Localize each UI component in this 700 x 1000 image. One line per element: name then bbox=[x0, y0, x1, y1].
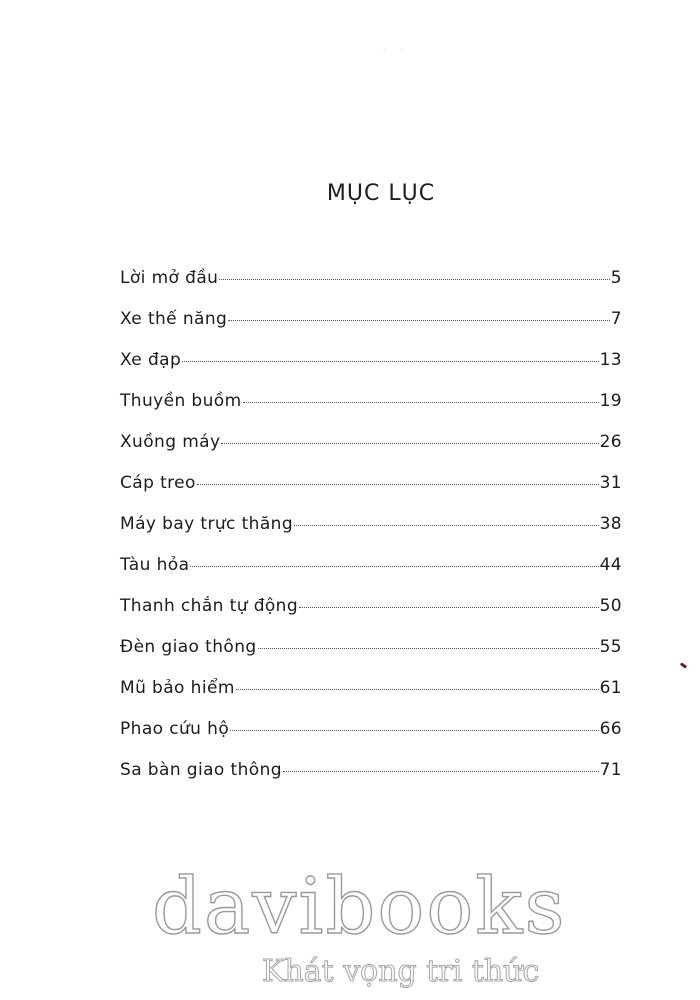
toc-entry-label: Lời mở đầu bbox=[120, 268, 219, 288]
toc-entry-label: Phao cứu hộ bbox=[120, 719, 230, 739]
toc-entry bbox=[120, 596, 622, 637]
toc-entry-label: Máy bay trực thăng bbox=[120, 514, 294, 534]
page-title: MỤC LỤC bbox=[326, 180, 436, 206]
toc-entry-page: 19 bbox=[599, 391, 622, 411]
toc-dot-leader bbox=[190, 566, 598, 567]
toc-dot-leader bbox=[228, 320, 610, 321]
toc-dot-leader bbox=[294, 525, 599, 526]
toc-entry bbox=[120, 432, 622, 473]
toc-entry-label: Đèn giao thông bbox=[120, 637, 257, 657]
watermark-slogan: Khát vọng tri thức bbox=[262, 954, 540, 989]
toc-entry-label: Sa bàn giao thông bbox=[120, 760, 282, 780]
toc-entry bbox=[120, 637, 622, 678]
toc-dot-leader bbox=[243, 402, 599, 403]
toc-entry-page: 61 bbox=[599, 678, 622, 698]
toc-entry-page: 5 bbox=[610, 268, 622, 288]
toc-entry-label: Thanh chắn tự động bbox=[120, 596, 299, 616]
top-speck-marks: · · bbox=[383, 46, 409, 55]
toc-dot-leader bbox=[236, 689, 599, 690]
toc-entry bbox=[120, 391, 622, 432]
toc-entry-page: 38 bbox=[599, 514, 622, 534]
toc-dot-leader bbox=[197, 484, 599, 485]
toc-entry bbox=[120, 555, 622, 596]
toc-entry bbox=[120, 350, 622, 391]
toc-dot-leader bbox=[283, 771, 599, 772]
toc-entry-label: Xuồng máy bbox=[120, 432, 221, 452]
toc-dot-leader bbox=[182, 361, 598, 362]
toc-entry-label: Thuyền buồm bbox=[120, 391, 242, 411]
toc-entry-label: Xe thế năng bbox=[120, 309, 228, 329]
toc-entry bbox=[120, 760, 622, 801]
toc-entry-page: 7 bbox=[610, 309, 622, 329]
watermark-brand: davibooks bbox=[152, 862, 567, 952]
toc-dot-leader bbox=[221, 443, 598, 444]
toc-dot-leader bbox=[258, 648, 599, 649]
toc-entry-page: 44 bbox=[599, 555, 622, 575]
toc-entry-label: Xe đạp bbox=[120, 350, 182, 370]
toc-entry-page: 50 bbox=[599, 596, 622, 616]
toc-dot-leader bbox=[219, 279, 609, 280]
toc-entry-label: Tàu hỏa bbox=[120, 555, 190, 575]
toc-entry bbox=[120, 514, 622, 555]
toc-entry-label: Cáp treo bbox=[120, 473, 196, 493]
toc-entry bbox=[120, 268, 622, 309]
toc-entry-page: 66 bbox=[599, 719, 622, 739]
ink-mark bbox=[680, 662, 687, 668]
table-of-contents bbox=[120, 268, 622, 801]
toc-entry-page: 31 bbox=[599, 473, 622, 493]
toc-entry bbox=[120, 309, 622, 350]
toc-dot-leader bbox=[230, 730, 598, 731]
toc-entry bbox=[120, 473, 622, 514]
toc-entry-page: 71 bbox=[599, 760, 622, 780]
toc-entry-page: 13 bbox=[599, 350, 622, 370]
toc-entry bbox=[120, 719, 622, 760]
toc-entry bbox=[120, 678, 622, 719]
toc-entry-page: 55 bbox=[599, 637, 622, 657]
toc-entry-label: Mũ bảo hiểm bbox=[120, 678, 235, 698]
toc-entry-page: 26 bbox=[599, 432, 622, 452]
toc-dot-leader bbox=[299, 607, 599, 608]
